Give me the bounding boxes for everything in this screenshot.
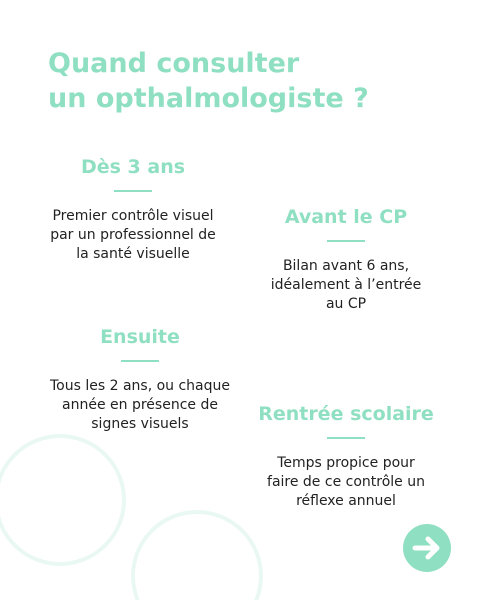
info-block-rentree-scolaire [246,402,446,511]
block-text-line: réflexe annuel [296,493,396,509]
page-title-line: un opthalmologiste ? [48,83,369,114]
heading-underline [327,437,365,439]
block-text-line: Premier contrôle visuel [52,208,214,224]
block-text-line: Temps propice pour [277,455,415,471]
page-title [48,46,369,116]
block-text-line: au CP [325,296,367,312]
block-text-line: signes visuels [91,416,189,432]
block-text [33,207,233,264]
heading-underline [114,190,152,192]
next-button[interactable] [403,524,451,572]
info-block-des-3-ans [33,155,233,264]
heading-underline [121,360,159,362]
block-text [246,257,446,314]
block-text-line: faire de ce contrôle un [267,474,425,490]
block-text-line: idéalement à l’entrée [270,277,422,293]
decorative-circle [133,512,261,600]
block-text-line: la santé visuelle [76,246,190,262]
block-text-line: Tous les 2 ans, ou chaque [49,378,231,394]
page-title-line: Quand consulter [48,48,300,79]
block-heading: Avant le CP [284,206,408,228]
block-text-line: par un professionnel de [50,227,216,243]
block-text-line: Bilan avant 6 ans, [282,258,410,274]
block-text-line: année en présence de [62,397,218,413]
heading-underline [327,240,365,242]
block-heading: Dès 3 ans [80,156,186,178]
block-heading: Rentrée scolaire [258,403,434,425]
arrow-right-icon [403,524,451,572]
block-heading: Ensuite [100,326,180,348]
info-block-ensuite [40,325,240,434]
block-text [246,454,446,511]
block-text [40,377,240,434]
info-block-avant-le-cp [246,205,446,314]
decorative-circle [0,436,124,564]
